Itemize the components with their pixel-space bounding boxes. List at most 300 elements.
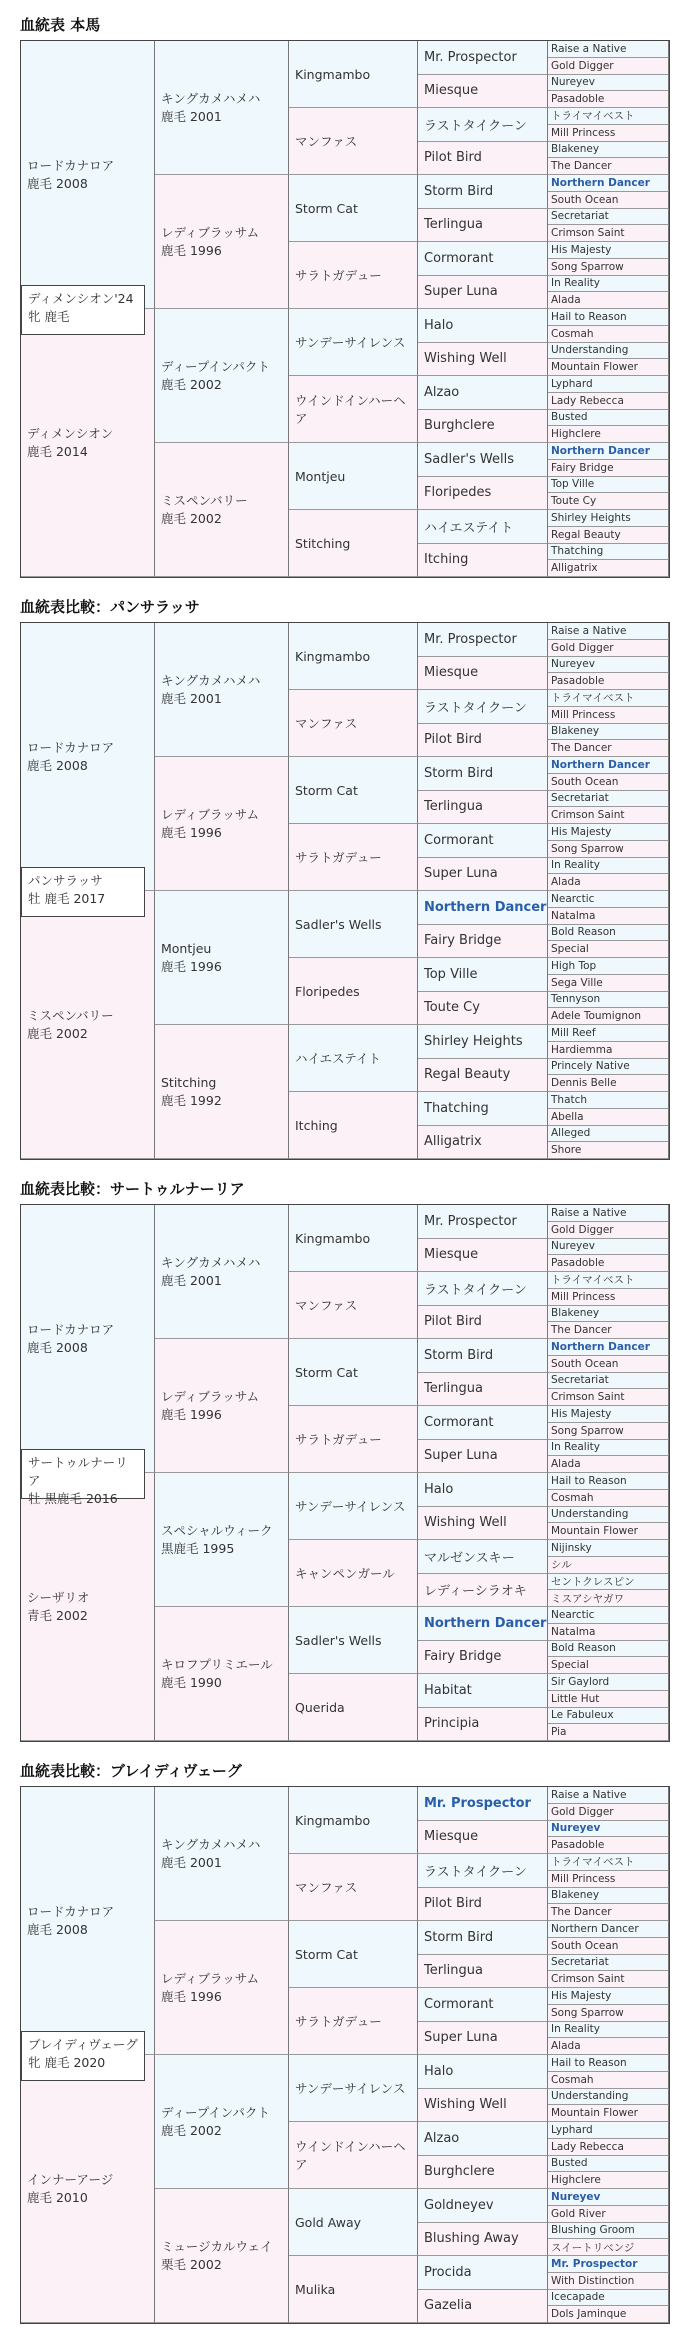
ancestor-cell-gen5[interactable] [548,2239,669,2256]
ancestor-name: Northern Dancer [551,1922,639,1935]
ancestor-cell-gen3[interactable] [289,108,418,175]
ancestor-cell-gen3[interactable] [289,41,418,108]
ancestor-cell-gen5[interactable] [548,908,669,925]
pedigree-section [0,582,680,1162]
ancestor-name: Hail to Reason [551,310,627,323]
ancestor-name: ロードカナロア 鹿毛 2008 [27,1903,115,1937]
ancestor-cell-gen5[interactable] [548,1921,669,1938]
ancestor-cell-gen5[interactable] [548,510,669,527]
ancestor-cell-gen4[interactable] [418,1507,548,1541]
ancestor-name: Crimson Saint [551,227,625,240]
ancestor-cell-gen5[interactable] [548,1804,669,1821]
ancestor-cell-gen3[interactable] [289,309,418,376]
ancestor-cell-gen5[interactable] [548,724,669,741]
ancestor-cell-gen4[interactable] [418,1821,548,1855]
ancestor-cell-gen4[interactable] [418,1339,548,1373]
ancestor-name: Mr. Prospector [424,49,517,65]
ancestor-cell-gen3[interactable] [289,443,418,510]
ancestor-cell-gen4[interactable] [418,1239,548,1273]
ancestor-cell-gen5[interactable] [548,1971,669,1988]
ancestor-cell-gen3[interactable] [289,1272,418,1339]
ancestor-cell-gen3[interactable] [289,1854,418,1921]
ancestor-cell-gen3[interactable] [289,1473,418,1540]
ancestor-cell-gen2[interactable] [155,891,289,1025]
ancestor-cell-gen5[interactable] [548,1871,669,1888]
ancestor-cell-gen5[interactable] [548,1657,669,1674]
ancestor-cell-gen5[interactable] [548,326,669,343]
ancestor-cell-gen4[interactable] [418,2089,548,2123]
ancestor-cell-gen4[interactable] [418,1988,548,2022]
ancestor-cell-gen3[interactable] [289,1787,418,1854]
ancestor-cell-gen5[interactable] [548,1904,669,1921]
ancestor-cell-gen5[interactable] [548,2189,669,2206]
ancestor-name: キロフプリミエール 鹿毛 1990 [161,1656,273,1690]
ancestor-cell-gen4[interactable] [418,209,548,243]
ancestor-cell-gen3[interactable] [289,376,418,443]
ancestor-cell-gen5[interactable] [548,707,669,724]
ancestor-cell-gen4[interactable] [418,2223,548,2257]
ancestor-cell-gen3[interactable] [289,690,418,757]
ancestor-cell-gen4[interactable] [418,1641,548,1675]
ancestor-cell-gen5[interactable] [548,740,669,757]
ancestor-cell-gen4[interactable] [418,1473,548,1507]
ancestor-cell-gen5[interactable] [548,1008,669,1025]
ancestor-cell-gen5[interactable] [548,690,669,707]
ancestor-cell-gen4[interactable] [418,376,548,410]
ancestor-cell-gen5[interactable] [548,1423,669,1440]
ancestor-cell-gen5[interactable] [548,2105,669,2122]
ancestor-name: Lyphard [551,2123,593,2136]
ancestor-cell-gen5[interactable] [548,1255,669,1272]
ancestor-cell-gen5[interactable] [548,975,669,992]
ancestor-cell-gen5[interactable] [548,891,669,908]
ancestor-cell-gen3[interactable] [289,175,418,242]
ancestor-cell-gen5[interactable] [548,58,669,75]
ancestor-cell-gen5[interactable] [548,1142,669,1159]
ancestor-cell-gen5[interactable] [548,2122,669,2139]
ancestor-cell-gen4[interactable] [418,2189,548,2223]
ancestor-cell-gen5[interactable] [548,1389,669,1406]
ancestor-cell-gen5[interactable] [548,225,669,242]
ancestor-cell-gen4[interactable] [418,108,548,142]
ancestor-name: Mr. Prospector [424,1213,517,1229]
ancestor-cell-gen5[interactable] [548,1126,669,1143]
ancestor-cell-gen5[interactable] [548,1540,669,1557]
ancestor-cell-gen3[interactable] [289,2256,418,2323]
ancestor-cell-gen5[interactable] [548,41,669,58]
ancestor-cell-gen5[interactable] [548,560,669,577]
ancestor-cell-gen2[interactable] [155,757,289,891]
ancestor-cell-gen3[interactable] [289,891,418,958]
ancestor-cell-gen4[interactable] [418,1272,548,1306]
ancestor-cell-gen4[interactable] [418,1440,548,1474]
ancestor-cell-gen3[interactable] [289,1988,418,2055]
ancestor-cell-gen5[interactable] [548,1272,669,1289]
ancestor-cell-gen4[interactable] [418,824,548,858]
ancestor-cell-gen3[interactable] [289,1406,418,1473]
ancestor-cell-gen5[interactable] [548,1574,669,1591]
ancestor-cell-gen1[interactable] [21,1787,155,2055]
ancestor-cell-gen5[interactable] [548,175,669,192]
ancestor-cell-gen3[interactable] [289,1921,418,1988]
ancestor-name: Cormorant [424,1996,494,2012]
ancestor-cell-gen2[interactable] [155,2189,289,2323]
ancestor-cell-gen5[interactable] [548,426,669,443]
ancestor-cell-gen4[interactable] [418,891,548,925]
ancestor-cell-gen5[interactable] [548,774,669,791]
ancestor-name: Gold River [551,2207,606,2220]
ancestor-cell-gen5[interactable] [548,410,669,427]
ancestor-cell-gen5[interactable] [548,1205,669,1222]
ancestor-cell-gen5[interactable] [548,1708,669,1725]
ancestor-name: Northern Dancer [424,1615,547,1631]
ancestor-name: Pasadoble [551,1257,605,1270]
ancestor-cell-gen5[interactable] [548,393,669,410]
ancestor-cell-gen5[interactable] [548,292,669,309]
ancestor-cell-gen5[interactable] [548,142,669,159]
ancestor-cell-gen3[interactable] [289,1025,418,1092]
ancestor-cell-gen4[interactable] [418,858,548,892]
ancestor-cell-gen5[interactable] [548,2206,669,2223]
ancestor-cell-gen5[interactable] [548,1440,669,1457]
ancestor-cell-gen5[interactable] [548,1075,669,1092]
ancestor-cell-gen5[interactable] [548,2273,669,2290]
ancestor-cell-gen3[interactable] [289,1540,418,1607]
ancestor-name: The Dancer [551,1906,612,1919]
ancestor-cell-gen5[interactable] [548,1025,669,1042]
ancestor-name: Mountain Flower [551,361,638,374]
ancestor-cell-gen5[interactable] [548,1821,669,1838]
ancestor-cell-gen5[interactable] [548,1557,669,1574]
ancestor-cell-gen4[interactable] [418,2055,548,2089]
ancestor-name: Cosmah [551,327,594,340]
ancestor-cell-gen4[interactable] [418,925,548,959]
ancestor-name: Fairy Bridge [424,933,502,949]
ancestor-cell-gen5[interactable] [548,941,669,958]
ancestor-name: Montjeu 鹿毛 1996 [161,940,222,974]
ancestor-cell-gen4[interactable] [418,1406,548,1440]
ancestor-cell-gen4[interactable] [418,2122,548,2156]
ancestor-cell-gen2[interactable] [155,1921,289,2055]
ancestor-cell-gen4[interactable] [418,657,548,691]
ancestor-cell-gen5[interactable] [548,259,669,276]
ancestor-cell-gen5[interactable] [548,493,669,510]
ancestor-cell-gen4[interactable] [418,1373,548,1407]
ancestor-cell-gen3[interactable] [289,2055,418,2122]
ancestor-cell-gen2[interactable] [155,1339,289,1473]
ancestor-cell-gen3[interactable] [289,757,418,824]
ancestor-name: Kingmambo [295,1812,371,1828]
ancestor-cell-gen4[interactable] [418,1025,548,1059]
ancestor-name: Northern Dancer [551,176,650,189]
ancestor-cell-gen4[interactable] [418,2290,548,2324]
ancestor-name: サンデーサイレンス [295,2081,406,2096]
ancestor-name: Raise a Native [551,1788,627,1801]
ancestor-name: Abella [551,1110,584,1123]
ancestor-cell-gen5[interactable] [548,276,669,293]
ancestor-cell-gen4[interactable] [418,477,548,511]
ancestor-cell-gen5[interactable] [548,858,669,875]
ancestor-cell-gen4[interactable] [418,1674,548,1708]
ancestor-name: Gold Digger [551,59,614,72]
ancestor-name: Nureyev [551,76,595,89]
ancestor-cell-gen5[interactable] [548,343,669,360]
ancestor-cell-gen5[interactable] [548,158,669,175]
ancestor-cell-gen5[interactable] [548,1955,669,1972]
ancestor-name: Mountain Flower [551,1525,638,1538]
ancestor-name: His Majesty [551,825,612,838]
ancestor-cell-gen5[interactable] [548,1042,669,1059]
ancestor-cell-gen4[interactable] [418,623,548,657]
ancestor-cell-gen2[interactable] [155,1787,289,1921]
ancestor-cell-gen5[interactable] [548,791,669,808]
ancestor-cell-gen5[interactable] [548,1523,669,1540]
ancestor-cell-gen5[interactable] [548,925,669,942]
ancestor-cell-gen5[interactable] [548,1339,669,1356]
ancestor-cell-gen5[interactable] [548,1473,669,1490]
ancestor-cell-gen3[interactable] [289,1607,418,1674]
ancestor-cell-gen1[interactable] [21,41,155,309]
ancestor-cell-gen2[interactable] [155,1473,289,1607]
ancestor-cell-gen5[interactable] [548,673,669,690]
ancestor-name: ロードカナロア 鹿毛 2008 [27,1321,115,1355]
ancestor-cell-gen4[interactable] [418,2022,548,2056]
ancestor-cell-gen3[interactable] [289,2122,418,2189]
ancestor-name: Fairy Bridge [551,461,614,474]
ancestor-cell-gen3[interactable] [289,2189,418,2256]
ancestor-cell-gen5[interactable] [548,359,669,376]
ancestor-name: Thatch [551,1093,588,1106]
ancestor-name: キャンペンガール [295,1566,395,1581]
ancestor-name: Hardiemma [551,1043,613,1056]
ancestor-cell-gen2[interactable] [155,1025,289,1159]
ancestor-name: Wishing Well [424,351,507,367]
ancestor-cell-gen5[interactable] [548,757,669,774]
ancestor-cell-gen5[interactable] [548,2139,669,2156]
ancestor-cell-gen5[interactable] [548,192,669,209]
ancestor-cell-gen4[interactable] [418,276,548,310]
ancestor-cell-gen5[interactable] [548,460,669,477]
ancestor-cell-gen5[interactable] [548,1590,669,1607]
ancestor-name: Alada [551,294,581,307]
ancestor-cell-gen1[interactable] [21,309,155,577]
ancestor-cell-gen5[interactable] [548,2156,669,2173]
ancestor-cell-gen3[interactable] [289,824,418,891]
ancestor-cell-gen5[interactable] [548,1406,669,1423]
ancestor-cell-gen5[interactable] [548,1888,669,1905]
ancestor-cell-gen4[interactable] [418,690,548,724]
ancestor-cell-gen5[interactable] [548,2306,669,2323]
ancestor-cell-gen5[interactable] [548,2038,669,2055]
ancestor-cell-gen4[interactable] [418,2156,548,2190]
ancestor-cell-gen4[interactable] [418,142,548,176]
ancestor-name: Top Ville [551,478,595,491]
ancestor-cell-gen4[interactable] [418,1708,548,1742]
ancestor-cell-gen5[interactable] [548,209,669,226]
ancestor-cell-gen5[interactable] [548,1239,669,1256]
ancestor-cell-gen3[interactable] [289,1339,418,1406]
ancestor-cell-gen5[interactable] [548,75,669,92]
ancestor-cell-gen2[interactable] [155,175,289,309]
ancestor-cell-gen2[interactable] [155,623,289,757]
ancestor-cell-gen4[interactable] [418,1607,548,1641]
ancestor-cell-gen5[interactable] [548,1938,669,1955]
ancestor-cell-gen5[interactable] [548,992,669,1009]
ancestor-cell-gen1[interactable] [21,623,155,891]
ancestor-cell-gen5[interactable] [548,1837,669,1854]
ancestor-cell-gen5[interactable] [548,1092,669,1109]
ancestor-cell-gen4[interactable] [418,1787,548,1821]
ancestor-cell-gen5[interactable] [548,242,669,259]
ancestor-cell-gen5[interactable] [548,91,669,108]
ancestor-cell-gen4[interactable] [418,1205,548,1239]
ancestor-cell-gen4[interactable] [418,1059,548,1093]
ancestor-cell-gen5[interactable] [548,477,669,494]
ancestor-cell-gen5[interactable] [548,108,669,125]
ancestor-cell-gen5[interactable] [548,874,669,891]
ancestor-cell-gen5[interactable] [548,2055,669,2072]
ancestor-name: Nureyev [551,1240,595,1253]
ancestor-cell-gen5[interactable] [548,1724,669,1741]
ancestor-cell-gen5[interactable] [548,657,669,674]
ancestor-cell-gen5[interactable] [548,1490,669,1507]
subject-horse-box [21,867,145,917]
ancestor-cell-gen4[interactable] [418,724,548,758]
ancestor-cell-gen4[interactable] [418,1921,548,1955]
ancestor-cell-gen5[interactable] [548,125,669,142]
ancestor-cell-gen5[interactable] [548,1988,669,2005]
ancestor-cell-gen5[interactable] [548,2022,669,2039]
ancestor-cell-gen5[interactable] [548,1289,669,1306]
ancestor-cell-gen5[interactable] [548,1787,669,1804]
ancestor-cell-gen4[interactable] [418,242,548,276]
ancestor-cell-gen5[interactable] [548,1059,669,1076]
ancestor-name: Itching [424,552,469,568]
ancestor-name: セントクレスピン [551,1575,635,1588]
ancestor-cell-gen5[interactable] [548,2072,669,2089]
ancestor-cell-gen5[interactable] [548,640,669,657]
ancestor-name: レディブラッサム 鹿毛 1996 [161,1970,260,2004]
ancestor-cell-gen2[interactable] [155,1607,289,1741]
ancestor-cell-gen2[interactable] [155,41,289,175]
ancestor-cell-gen4[interactable] [418,410,548,444]
ancestor-cell-gen3[interactable] [289,1092,418,1159]
ancestor-cell-gen4[interactable] [418,544,548,578]
ancestor-name: シル [551,1559,572,1572]
ancestor-cell-gen5[interactable] [548,2089,669,2106]
ancestor-cell-gen5[interactable] [548,1373,669,1390]
ancestor-cell-gen5[interactable] [548,443,669,460]
ancestor-cell-gen5[interactable] [548,544,669,561]
ancestor-cell-gen1[interactable] [21,891,155,1159]
ancestor-cell-gen1[interactable] [21,1205,155,1473]
ancestor-cell-gen4[interactable] [418,175,548,209]
ancestor-name: Querida [295,1699,345,1715]
ancestor-cell-gen1[interactable] [21,1473,155,1741]
section-title: 血統表比較：ブレイディヴェーグ [20,1762,242,1780]
ancestor-cell-gen5[interactable] [548,2005,669,2022]
ancestor-name: ラストタイクーン [424,1282,527,1298]
ancestor-cell-gen5[interactable] [548,2290,669,2307]
ancestor-cell-gen4[interactable] [418,1574,548,1608]
ancestor-name: Procida [424,2264,472,2280]
ancestor-cell-gen3[interactable] [289,1205,418,1272]
ancestor-cell-gen5[interactable] [548,1507,669,1524]
ancestor-cell-gen4[interactable] [418,309,548,343]
ancestor-cell-gen3[interactable] [289,958,418,1025]
ancestor-cell-gen5[interactable] [548,2223,669,2240]
pedigree-section [0,1164,680,1744]
ancestor-cell-gen4[interactable] [418,510,548,544]
ancestor-name: Sir Gaylord [551,1675,610,1688]
ancestor-cell-gen5[interactable] [548,2256,669,2273]
ancestor-cell-gen2[interactable] [155,309,289,443]
ancestor-name: Thatching [424,1100,489,1116]
ancestor-cell-gen5[interactable] [548,2172,669,2189]
ancestor-cell-gen5[interactable] [548,841,669,858]
ancestor-cell-gen5[interactable] [548,1641,669,1658]
ancestor-cell-gen5[interactable] [548,807,669,824]
ancestor-cell-gen4[interactable] [418,1306,548,1340]
ancestor-cell-gen5[interactable] [548,1306,669,1323]
ancestor-cell-gen4[interactable] [418,1955,548,1989]
ancestor-cell-gen5[interactable] [548,1356,669,1373]
ancestor-cell-gen5[interactable] [548,958,669,975]
ancestor-cell-gen4[interactable] [418,443,548,477]
ancestor-cell-gen4[interactable] [418,1854,548,1888]
ancestor-cell-gen3[interactable] [289,623,418,690]
ancestor-cell-gen3[interactable] [289,510,418,577]
ancestor-cell-gen5[interactable] [548,1691,669,1708]
ancestor-cell-gen5[interactable] [548,527,669,544]
ancestor-cell-gen4[interactable] [418,2256,548,2290]
ancestor-name: Song Sparrow [551,842,624,855]
ancestor-cell-gen3[interactable] [289,242,418,309]
ancestor-cell-gen5[interactable] [548,623,669,640]
ancestor-name: Pia [551,1726,567,1739]
ancestor-cell-gen2[interactable] [155,1205,289,1339]
ancestor-cell-gen5[interactable] [548,1624,669,1641]
ancestor-cell-gen5[interactable] [548,1109,669,1126]
ancestor-cell-gen5[interactable] [548,1222,669,1239]
ancestor-cell-gen4[interactable] [418,1126,548,1160]
ancestor-cell-gen5[interactable] [548,1607,669,1624]
ancestor-cell-gen4[interactable] [418,1092,548,1126]
ancestor-cell-gen2[interactable] [155,443,289,577]
ancestor-cell-gen5[interactable] [548,309,669,326]
ancestor-cell-gen4[interactable] [418,75,548,109]
ancestor-cell-gen5[interactable] [548,1456,669,1473]
ancestor-cell-gen2[interactable] [155,2055,289,2189]
ancestor-cell-gen4[interactable] [418,1888,548,1922]
ancestor-cell-gen5[interactable] [548,376,669,393]
ancestor-cell-gen4[interactable] [418,343,548,377]
ancestor-cell-gen4[interactable] [418,791,548,825]
ancestor-cell-gen4[interactable] [418,757,548,791]
ancestor-cell-gen4[interactable] [418,958,548,992]
ancestor-cell-gen4[interactable] [418,1540,548,1574]
ancestor-cell-gen5[interactable] [548,1854,669,1871]
ancestor-cell-gen1[interactable] [21,2055,155,2323]
ancestor-cell-gen3[interactable] [289,1674,418,1741]
ancestor-cell-gen4[interactable] [418,992,548,1026]
ancestor-cell-gen5[interactable] [548,1674,669,1691]
ancestor-name: ディメンシオン 鹿毛 2014 [27,425,114,459]
ancestor-cell-gen4[interactable] [418,41,548,75]
ancestor-cell-gen5[interactable] [548,1322,669,1339]
ancestor-name: Song Sparrow [551,2006,624,2019]
ancestor-cell-gen5[interactable] [548,824,669,841]
